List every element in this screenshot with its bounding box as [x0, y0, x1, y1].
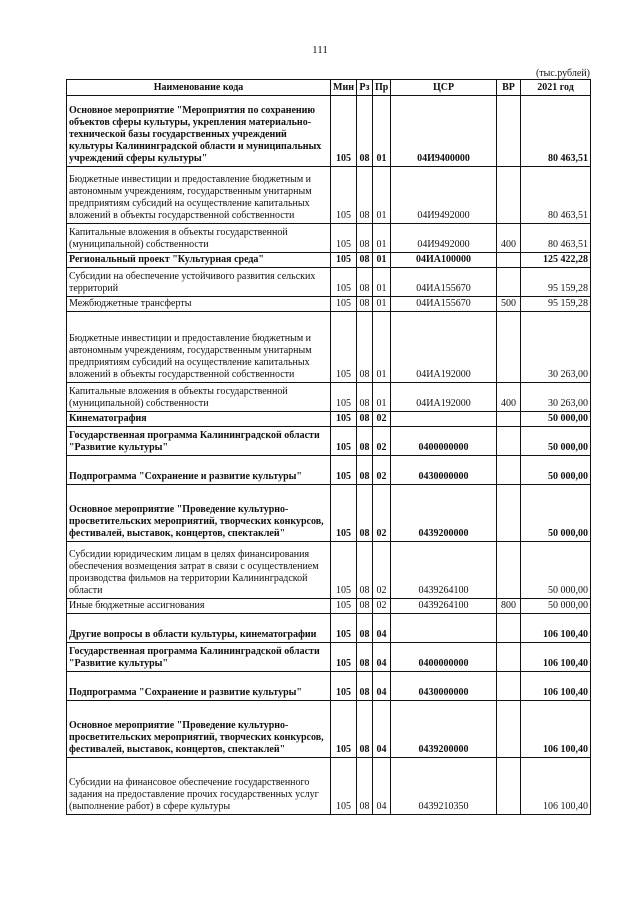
row-csr-cell: 0439200000: [391, 485, 497, 542]
row-pr-cell: 02: [373, 412, 391, 427]
row-name-cell: Субсидии юридическим лицам в целях финансирования обеспечения возмещения затрат в связи с осуществлением производства фильмов на территории Калининградской области: [67, 542, 331, 599]
column-header-csr: ЦСР: [391, 80, 497, 96]
table-row: [67, 643, 591, 672]
row-csr-cell: 0430000000: [391, 672, 497, 701]
page-number: 111: [312, 44, 328, 56]
row-pr-cell: 01: [373, 383, 391, 412]
row-vr-cell: [497, 542, 521, 599]
row-csr-cell: [391, 412, 497, 427]
row-name-cell: Основное мероприятие "Проведение культурно-просветительских мероприятий, творческих конкурсов, фестивалей, выставок, концертов, спектаклей": [67, 485, 331, 542]
row-pr-cell: 04: [373, 614, 391, 643]
row-rz-cell: 08: [357, 297, 373, 312]
row-rz-cell: 08: [357, 599, 373, 614]
table-row: [67, 427, 591, 456]
row-vr-cell: 400: [497, 383, 521, 412]
row-name-cell: Основное мероприятие "Проведение культурно-просветительских мероприятий, творческих конкурсов, фестивалей, выставок, концертов, спектаклей": [67, 701, 331, 758]
row-pr-cell: 01: [373, 312, 391, 383]
row-amount-cell: 106 100,40: [521, 758, 591, 815]
row-csr-cell: 0439264100: [391, 599, 497, 614]
table-row: [67, 485, 591, 542]
row-min-cell: 105: [331, 485, 357, 542]
row-amount-cell: 50 000,00: [521, 599, 591, 614]
row-csr-cell: 04И9492000: [391, 224, 497, 253]
row-rz-cell: 08: [357, 224, 373, 253]
row-min-cell: 105: [331, 599, 357, 614]
row-rz-cell: 08: [357, 167, 373, 224]
row-amount-cell: 50 000,00: [521, 412, 591, 427]
row-min-cell: 105: [331, 268, 357, 297]
row-rz-cell: 08: [357, 672, 373, 701]
table-row: [67, 297, 591, 312]
row-rz-cell: 08: [357, 614, 373, 643]
table-row: [67, 167, 591, 224]
table-row: [67, 268, 591, 297]
row-amount-cell: 106 100,40: [521, 614, 591, 643]
table-row: [67, 701, 591, 758]
row-amount-cell: 50 000,00: [521, 456, 591, 485]
row-csr-cell: 04ИА155670: [391, 268, 497, 297]
row-min-cell: 105: [331, 614, 357, 643]
table-row: [67, 383, 591, 412]
row-csr-cell: 04И9400000: [391, 96, 497, 167]
row-pr-cell: 01: [373, 253, 391, 268]
units-label: (тыс.рублей): [535, 68, 590, 79]
row-name-cell: Кинематография: [67, 412, 331, 427]
row-csr-cell: 04ИА192000: [391, 383, 497, 412]
row-csr-cell: 0439210350: [391, 758, 497, 815]
row-vr-cell: [497, 268, 521, 297]
table-row: [67, 599, 591, 614]
row-csr-cell: 04ИА155670: [391, 297, 497, 312]
row-amount-cell: 106 100,40: [521, 701, 591, 758]
row-min-cell: 105: [331, 758, 357, 815]
table-row: [67, 96, 591, 167]
row-name-cell: Капитальные вложения в объекты государственной (муниципальной) собственности: [67, 383, 331, 412]
row-csr-cell: 0400000000: [391, 427, 497, 456]
table-row: [67, 253, 591, 268]
row-rz-cell: 08: [357, 412, 373, 427]
row-rz-cell: 08: [357, 542, 373, 599]
row-name-cell: Подпрограмма "Сохранение и развитие культуры": [67, 672, 331, 701]
table-row: [67, 224, 591, 253]
row-vr-cell: 500: [497, 297, 521, 312]
row-pr-cell: 04: [373, 758, 391, 815]
row-name-cell: Бюджетные инвестиции и предоставление бюджетным и автономным учреждениям, государственным унитарным предприятиям субсидий на осуществление капитальных вложений в объекты государственной собственности: [67, 312, 331, 383]
row-name-cell: Другие вопросы в области культуры, кинематографии: [67, 614, 331, 643]
row-amount-cell: 95 159,28: [521, 297, 591, 312]
row-vr-cell: [497, 312, 521, 383]
row-rz-cell: 08: [357, 253, 373, 268]
row-pr-cell: 02: [373, 456, 391, 485]
row-pr-cell: 02: [373, 599, 391, 614]
table-header-row: [67, 80, 591, 96]
column-header-pr: Пр: [373, 80, 391, 96]
row-min-cell: 105: [331, 253, 357, 268]
row-min-cell: 105: [331, 383, 357, 412]
row-amount-cell: 106 100,40: [521, 643, 591, 672]
row-csr-cell: [391, 614, 497, 643]
column-header-vr: ВР: [497, 80, 521, 96]
row-vr-cell: [497, 672, 521, 701]
row-name-cell: Субсидии на финансовое обеспечение государственного задания на предоставление прочих государственных услуг (выполнение работ) в сфере культуры: [67, 758, 331, 815]
row-min-cell: 105: [331, 456, 357, 485]
row-vr-cell: [497, 701, 521, 758]
row-csr-cell: 0400000000: [391, 643, 497, 672]
table-row: [67, 412, 591, 427]
budget-table: [66, 79, 591, 815]
row-csr-cell: 0430000000: [391, 456, 497, 485]
row-name-cell: Государственная программа Калининградской области "Развитие культуры": [67, 643, 331, 672]
row-csr-cell: 04И9492000: [391, 167, 497, 224]
row-name-cell: Капитальные вложения в объекты государственной (муниципальной) собственности: [67, 224, 331, 253]
row-amount-cell: 95 159,28: [521, 268, 591, 297]
row-name-cell: Субсидии на обеспечение устойчивого развития сельских территорий: [67, 268, 331, 297]
table-row: [67, 312, 591, 383]
row-pr-cell: 01: [373, 224, 391, 253]
row-min-cell: 105: [331, 167, 357, 224]
table-row: [67, 672, 591, 701]
row-min-cell: 105: [331, 542, 357, 599]
row-pr-cell: 02: [373, 542, 391, 599]
row-rz-cell: 08: [357, 268, 373, 297]
row-rz-cell: 08: [357, 312, 373, 383]
row-csr-cell: 04ИА100000: [391, 253, 497, 268]
row-csr-cell: 04ИА192000: [391, 312, 497, 383]
row-vr-cell: [497, 96, 521, 167]
row-name-cell: Региональный проект "Культурная среда": [67, 253, 331, 268]
row-csr-cell: 0439200000: [391, 701, 497, 758]
row-amount-cell: 30 263,00: [521, 383, 591, 412]
row-name-cell: Бюджетные инвестиции и предоставление бюджетным и автономным учреждениям, государственным унитарным предприятиям субсидий на осуществление капитальных вложений в объекты государственной собственности: [67, 167, 331, 224]
table-row: [67, 614, 591, 643]
row-name-cell: Государственная программа Калининградской области "Развитие культуры": [67, 427, 331, 456]
row-amount-cell: 50 000,00: [521, 542, 591, 599]
row-amount-cell: 80 463,51: [521, 224, 591, 253]
row-min-cell: 105: [331, 312, 357, 383]
row-vr-cell: [497, 758, 521, 815]
row-amount-cell: 125 422,28: [521, 253, 591, 268]
row-rz-cell: 08: [357, 383, 373, 412]
row-rz-cell: 08: [357, 96, 373, 167]
row-vr-cell: [497, 456, 521, 485]
row-pr-cell: 04: [373, 672, 391, 701]
row-vr-cell: [497, 614, 521, 643]
row-min-cell: 105: [331, 672, 357, 701]
row-vr-cell: [497, 643, 521, 672]
row-name-cell: Основное мероприятие "Мероприятия по сохранению объектов сферы культуры, укрепления материально-технической базы государственных учреждений культуры Калининградской области и муниципальных учреждений сферы культуры": [67, 96, 331, 167]
table-row: [67, 542, 591, 599]
row-vr-cell: [497, 485, 521, 542]
row-vr-cell: [497, 412, 521, 427]
table-row: [67, 456, 591, 485]
row-name-cell: Иные бюджетные ассигнования: [67, 599, 331, 614]
row-vr-cell: 800: [497, 599, 521, 614]
column-header-amount: 2021 год: [521, 80, 591, 96]
table-row: [67, 758, 591, 815]
row-min-cell: 105: [331, 427, 357, 456]
column-header-name: Наименование кода: [67, 80, 331, 96]
row-pr-cell: 01: [373, 297, 391, 312]
row-name-cell: Подпрограмма "Сохранение и развитие культуры": [67, 456, 331, 485]
row-rz-cell: 08: [357, 427, 373, 456]
row-amount-cell: 50 000,00: [521, 427, 591, 456]
row-pr-cell: 02: [373, 485, 391, 542]
row-pr-cell: 01: [373, 268, 391, 297]
row-vr-cell: 400: [497, 224, 521, 253]
column-header-rz: Рз: [357, 80, 373, 96]
row-vr-cell: [497, 167, 521, 224]
row-pr-cell: 01: [373, 96, 391, 167]
row-pr-cell: 01: [373, 167, 391, 224]
row-min-cell: 105: [331, 643, 357, 672]
row-rz-cell: 08: [357, 485, 373, 542]
row-name-cell: Межбюджетные трансферты: [67, 297, 331, 312]
row-rz-cell: 08: [357, 643, 373, 672]
row-vr-cell: [497, 427, 521, 456]
row-pr-cell: 02: [373, 427, 391, 456]
row-amount-cell: 50 000,00: [521, 485, 591, 542]
row-vr-cell: [497, 253, 521, 268]
column-header-min: Мин: [331, 80, 357, 96]
row-rz-cell: 08: [357, 758, 373, 815]
row-rz-cell: 08: [357, 456, 373, 485]
row-amount-cell: 80 463,51: [521, 167, 591, 224]
row-min-cell: 105: [331, 701, 357, 758]
row-min-cell: 105: [331, 224, 357, 253]
row-amount-cell: 30 263,00: [521, 312, 591, 383]
row-amount-cell: 80 463,51: [521, 96, 591, 167]
row-amount-cell: 106 100,40: [521, 672, 591, 701]
row-pr-cell: 04: [373, 643, 391, 672]
row-min-cell: 105: [331, 412, 357, 427]
row-rz-cell: 08: [357, 701, 373, 758]
row-csr-cell: 0439264100: [391, 542, 497, 599]
row-min-cell: 105: [331, 96, 357, 167]
row-pr-cell: 04: [373, 701, 391, 758]
row-min-cell: 105: [331, 297, 357, 312]
